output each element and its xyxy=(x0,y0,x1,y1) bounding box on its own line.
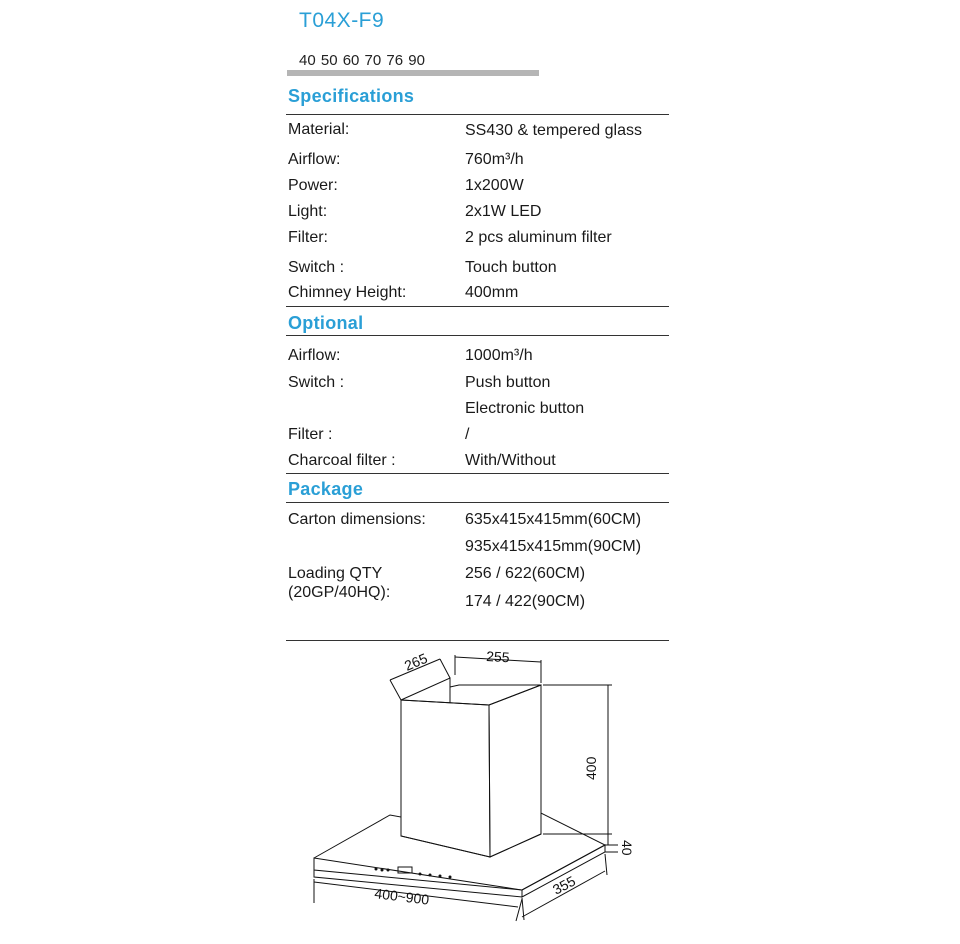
optional-label-switch: Switch : xyxy=(288,374,345,391)
optional-top-rule xyxy=(286,306,669,307)
chimney-side-face xyxy=(489,685,541,857)
package-label-carton: Carton dimensions: xyxy=(288,511,426,528)
spec-label-switch: Switch : xyxy=(288,259,345,276)
dim-label-355: 355 xyxy=(549,872,579,898)
chimney-top-front-edge xyxy=(401,685,541,705)
package-value-carton-90: 935x415x415mm(90CM) xyxy=(465,538,642,555)
dim-label-265: 265 xyxy=(401,649,430,674)
dim-265-extension-right xyxy=(440,659,450,678)
optional-value-airflow: 1000m³/h xyxy=(465,347,533,364)
control-button-7 xyxy=(449,876,452,879)
dim-label-40: 40 xyxy=(619,840,635,856)
dim-label-255: 255 xyxy=(485,648,511,666)
optional-value-switch-push: Push button xyxy=(465,374,551,391)
dim-265-extension-left xyxy=(390,680,401,700)
package-top-rule xyxy=(286,473,669,474)
dim-label-400: 400 xyxy=(583,756,599,780)
control-button-1 xyxy=(375,868,378,871)
spec-value-power: 1x200W xyxy=(465,177,524,194)
package-title: Package xyxy=(288,479,364,499)
spec-label-airflow: Airflow: xyxy=(288,151,341,168)
package-value-carton-60: 635x415x415mm(60CM) xyxy=(465,511,642,528)
spec-value-light: 2x1W LED xyxy=(465,203,542,220)
package-label-loading: Loading QTY xyxy=(288,565,383,582)
spec-value-chimney-height: 400mm xyxy=(465,284,519,301)
package-value-loading-90: 174 / 422(90CM) xyxy=(465,593,586,610)
chimney-top-back-edge xyxy=(401,678,541,700)
optional-label-filter: Filter : xyxy=(288,426,333,443)
sizes-underline-bar xyxy=(287,70,539,76)
chimney-front-face xyxy=(401,700,490,857)
specifications-title: Specifications xyxy=(288,86,415,106)
spec-value-material: SS430 & tempered glass xyxy=(465,122,642,139)
range-hood-dimension-drawing xyxy=(300,645,660,935)
optional-label-charcoal-filter: Charcoal filter : xyxy=(288,452,396,469)
control-button-6 xyxy=(439,875,442,878)
dim-width-extension-right xyxy=(516,899,522,921)
dim-355-extension-back xyxy=(605,854,607,875)
dim-label-width: 400~900 xyxy=(373,885,431,908)
control-button-3 xyxy=(387,869,390,872)
optional-value-filter: / xyxy=(465,426,470,443)
package-value-loading-60: 256 / 622(60CM) xyxy=(465,565,586,582)
spec-value-airflow: 760m³/h xyxy=(465,151,524,168)
optional-title: Optional xyxy=(288,313,364,333)
optional-rule xyxy=(286,335,669,336)
spec-label-material: Material: xyxy=(288,121,350,138)
control-button-2 xyxy=(381,869,384,872)
drawing-top-rule xyxy=(286,640,669,641)
package-label-loading-container: (20GP/40HQ): xyxy=(288,584,391,601)
spec-label-filter: Filter: xyxy=(288,229,328,246)
optional-label-airflow: Airflow: xyxy=(288,347,341,364)
spec-label-light: Light: xyxy=(288,203,328,220)
spec-value-filter: 2 pcs aluminum filter xyxy=(465,229,612,246)
package-rule xyxy=(286,502,669,503)
spec-label-chimney-height: Chimney Height: xyxy=(288,284,407,301)
specifications-rule xyxy=(286,114,669,115)
control-button-4 xyxy=(419,873,422,876)
optional-value-switch-electronic: Electronic button xyxy=(465,400,585,417)
available-sizes: 40 50 60 70 76 90 xyxy=(299,52,425,69)
optional-value-charcoal-filter: With/Without xyxy=(465,452,556,469)
control-button-5 xyxy=(429,874,432,877)
spec-value-switch: Touch button xyxy=(465,259,557,276)
model-number: T04X-F9 xyxy=(299,9,385,32)
spec-label-power: Power: xyxy=(288,177,338,194)
